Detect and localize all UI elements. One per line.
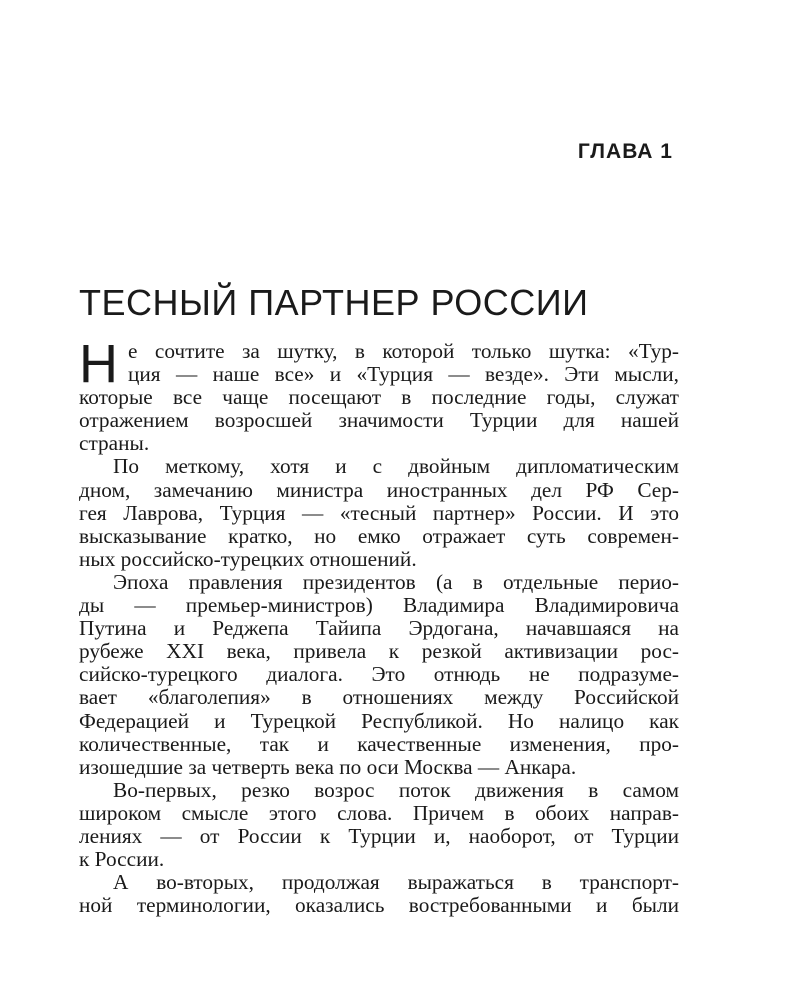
chapter-title: ТЕСНЫЙ ПАРТНЕР РОССИИ [79,282,589,323]
chapter-label: ГЛАВА 1 [577,140,673,163]
paragraph-5 [79,871,679,917]
text-line: количественные, так и качественные изменения, про- [79,731,679,756]
text-line: страны. [79,431,150,456]
text-line: По меткому, хотя и с двойным дипломатическим [113,454,679,479]
paragraph-2 [79,455,679,570]
text-line: вает «благолепия» в отношениях между Российской [79,685,679,710]
text-line: высказывание кратко, но емко отражает суть современ- [79,523,679,548]
paragraph-4 [79,779,679,871]
text-line: е сочтите за шутку, в которой только шутка: «Тур- [128,339,679,363]
text-line: лениях — от России к Турции и, наоборот, от Турции [79,823,679,848]
text-line: Федерацией и Турецкой Республикой. Но налицо как [79,708,679,733]
drop-cap: Н [79,334,118,394]
text-line: сийско-турецкого диалога. Это отнюдь не подразуме- [79,662,679,687]
text-line: гея Лаврова, Турция — «тесный партнер» России. И это [79,500,679,525]
text-line: которые все чаще посещают в последние годы, служат [79,385,679,410]
text-line: рубеже XXI века, привела к резкой активизации рос- [79,639,679,664]
body-text [79,334,679,918]
text-line: ция — наше все» и «Турция — везде». Эти мысли, [128,362,679,387]
text-line: ной терминологии, оказались востребованными и были [79,893,679,918]
text-line: Эпоха правления президентов (а в отдельные перио- [113,569,679,594]
text-line: отражением возросшей значимости Турции для нашей [79,408,679,433]
paragraph-1 [79,334,679,456]
text-line: дном, замечанию министра иностранных дел РФ Сер- [79,477,679,502]
text-line: к России. [79,847,165,872]
paragraph-3 [79,571,679,779]
text-line: Путина и Реджепа Тайипа Эрдогана, начавшаяся на [79,616,679,641]
text-line: Во-первых, резко возрос поток движения в самом [113,777,679,802]
text-line: ды — премьер-министров) Владимира Владимировича [79,593,679,618]
text-line: изошедшие за четверть века по оси Москва — Анкара. [79,754,577,779]
text-line: широком смысле этого слова. Причем в обоих направ- [79,800,679,825]
text-line: А во-вторых, продолжая выражаться в транспорт- [113,870,679,895]
text-line: ных российско-турецких отношений. [79,546,417,571]
